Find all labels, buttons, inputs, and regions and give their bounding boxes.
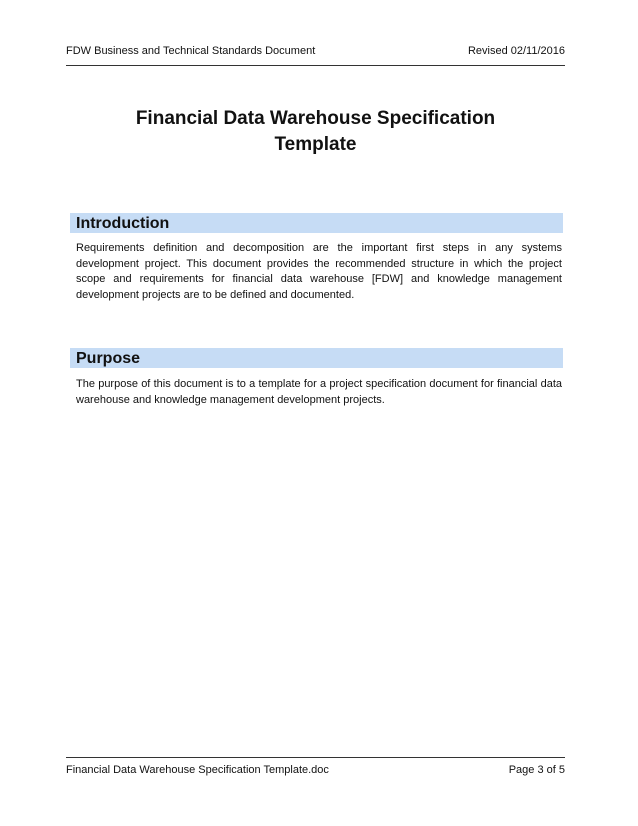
document-title-line-2: Template — [274, 134, 357, 155]
footer-file-name: Financial Data Warehouse Specification Template.doc — [66, 764, 329, 776]
introduction-heading: Introduction — [70, 213, 563, 233]
page-footer — [66, 757, 565, 776]
purpose-heading: Purpose — [70, 348, 563, 368]
header-document-name: FDW Business and Technical Standards Document — [66, 45, 316, 57]
page-header — [66, 45, 565, 66]
document-title — [66, 106, 565, 158]
header-revision-date: Revised 02/11/2016 — [467, 45, 565, 57]
footer-page-number: Page 3 of 5 — [508, 764, 565, 776]
document-title-line-1: Financial Data Warehouse Specification — [135, 108, 496, 129]
introduction-body: Requirements definition and decomposition are the important first steps in any systems development project. This document provides the recommended structure in which the project scope and requirements for financial data warehouse [FDW] and knowledge management development projects are to be defined and documented. — [76, 242, 562, 301]
purpose-body: The purpose of this document is to a template for a project specification document for financial data warehouse and knowledge management development projects. — [76, 378, 562, 406]
